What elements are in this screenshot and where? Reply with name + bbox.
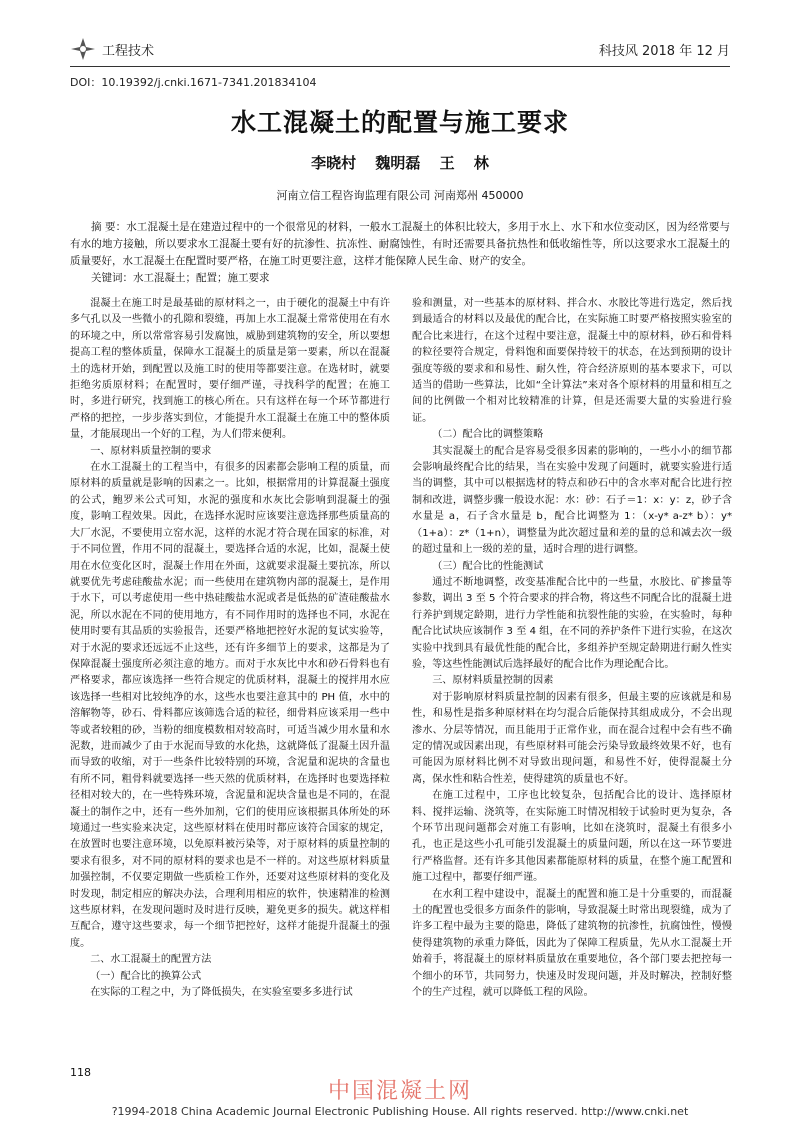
section-heading: （二）配合比的调整策略: [432, 429, 544, 441]
paragraph: 在施工过程中，工序也比较复杂，包括配合比的设计、选择原材料、搅拌运输、浇筑等，在实际施工时情况相较于试验时更为复杂，各个环节出现问题都会对施工有影响，比如在浇筑时，混凝土有很多小孔，也正是这些小孔可能引发混凝土的质量问题，所以在这一环节要进行严格监督。还有许多其他因素都能原材料的质量，在整个施工配置和施工过程中，都要仔细严谨。: [412, 790, 732, 884]
affiliation: 河南立信工程咨询监理有限公司 河南郑州 450000: [276, 189, 524, 202]
page-header: [70, 40, 730, 62]
section-heading: 二、水工混凝土的配置方法: [90, 954, 212, 966]
left-column: [70, 296, 390, 1096]
paragraph: 在实际的工程之中，为了降低损失，在实验室要多多进行试: [90, 987, 353, 999]
journal-issue: 科技风 2018 年 12 月: [598, 44, 730, 59]
doi: DOI：10.19392/j.cnki.1671-7341.201834104: [70, 76, 317, 89]
section-heading: （一）配合比的换算公式: [90, 970, 202, 982]
keywords: 关键词：水工混凝土；配置；施工要求: [91, 272, 270, 284]
authors: 李晓村 魏明磊 王 林: [311, 154, 489, 172]
paragraph: 在水工混凝土的工程当中，有很多的因素都会影响工程的质量，而原材料的质量就是影响的因素之一。比如，根据常用的计算混凝土强度的公式，鲍罗米公式可知，水泥的强度和水灰比会影响到混凝土的强度，影响工程效果。因此，在选择水泥时应该要注意选择那些质量高的大厂水泥，不要使用立窑水泥，这样的水泥才符合现在国家的标准，对于不同位置，作用不同的混凝土，要选择合适的水泥，比如，混凝土使用在水位变化区时，混凝土作用在外面，这就要求混凝土要抗冻，所以就要优先考虑硅酸盐水泥；而一些使用在建筑物内部的混凝土，是作用于水下，可以考虑使用一些中热硅酸盐水泥或者是低热的矿渣硅酸盐水泥，所以水泥在不同的使用地方，有不同作用时的选择也不同，水泥在使用时要有其品质的实验报告，还要严格地把控好水泥的复试实验等，对于水泥的要求还远远不止这些，还有许多细节上的要求，这都是为了保障混凝土强度所必须注意的地方。而对于水灰比中水和砂石骨料也有严格要求，都应该选择一些符合规定的优质材料，混凝土的搅拌用水应该选择一些相对比较纯净的水，这些水也要注意其中的 PH 值，水中的溶解物等，砂石、骨料都应该筛选合适的粒径，细骨料应该采用一些中等或者较粗的砂，当粉的细度模数相对较高时，可适当减少用水量和水泥数，进而减少了由于水泥而导致的水化热，这就降低了混凝土因升温而导致的收缩，对于一些条件比较特别的环境，含泥量和泥块的含量也有所不同，粗骨料就要选择一些天然的优质材料，在选择时也要选择粒径相对较大的，在一些特殊环境，含泥量和泥块含量也是不同的，在混凝土的制作之中，还有一些外加剂，它们的使用应该根据具体所处的环境通过一些实验来决定，这些原材料在使用时都应该符合国家的规定，在放置时也要注意环境，以免原料被污染等，对于原材料的质量控制的要求有很多，对不同的原材料的要求也是不一样的。对这些原材料质量加强控制，不仅要定期做一些质检工作外，还要对这些原材料的变化及时发现，制定相应的解决办法，合理利用相应的软件，快速精准的检测这些原材料，在发现问题时及时进行反映，避免更多的损失。就这样相互配合，遵守这些要求，每一个细节把控好，这样才能提升混凝土的强度。: [70, 462, 390, 949]
paragraph: 在水利工程中建设中，混凝土的配置和施工是十分重要的，而混凝土的配置也受很多方面条件的影响，导致混凝土时常出现裂缝，成为了许多工程中最为主要的隐患，降低了建筑物的抗渗性，抗腐蚀性，慢慢使得建筑物的承重力降低，因此为了保障工程质量，先从水工混凝土开始着手，将混凝土的原材料质量放在重要地位，各个部门要去把控每一个细小的环节，共同努力，快速及时发现问题，并及时解决，控制好整个的生产过程，就可以降低工程的风险。: [412, 888, 732, 999]
paragraph: 通过不断地调整，改变基准配合比中的一些量，水胶比、矿掺量等参数，调出 3 至 5 个符合要求的拌合物，将这些不同配合比的混凝土进行养护到规定龄期，进行力学性能和抗裂性能的实验，在实验时，每种配合比试块应该制作 3 至 4 组，在不同的养护条件下进行实验，在这次实验中找到具有最优性能的配合比，多组养护至规定龄期进行耐久性实验，等这些性能测试后选择最好的配合比作为理论配合比。: [412, 576, 732, 670]
section-heading: 三、原材料质量控制的因素: [432, 675, 554, 687]
section-heading: （三）配合比的性能测试: [432, 560, 544, 572]
article-title: 水工混凝土的配置与施工要求: [230, 108, 569, 137]
right-column: [412, 296, 732, 1096]
page-number: 118: [70, 1066, 91, 1079]
section-label: 工程技术: [102, 44, 155, 59]
paragraph: 验和测量，对一些基本的原材料、拌合水、水胶比等进行选定，然后找到最适合的材料以及最优的配合比，在实际施工时要严格按照实验室的配合比来进行，在这个过程中要注意，混凝土中的原材料，砂石和骨料的粒径要符合规定，骨料饱和面要保持较干的状态，在达到预期的设计强度等级的要求和和易性、耐久性，符合经济原则的基本要求下，可以适当的借助一些算法，比如“全计算法”来对各个原材料的用量和相互之间的比例做一个相对比较精准的计算，但是还需要大量的实验进行验证。: [412, 298, 732, 424]
copyright: ?1994-2018 China Academic Journal Electronic Publishing House. All rights reserved. http://www.cnki.net: [111, 1105, 689, 1118]
watermark: 中国混凝土网: [327, 1079, 472, 1104]
paragraph: 混凝土在施工时是最基础的原材料之一，由于硬化的混凝土中有许多气孔以及一些微小的孔隙和裂缝，再加上水工混凝土常常使用在有水的环境之中，所以常常容易引发腐蚀，威胁到建筑物的安全，所以要想提高工程的整体质量，保障水工混凝土的质量是第一要素，所以在混凝土的选材开始，到配置以及施工时的使用等都要注意。在选材时，就要拒绝劣质原材料；在配置时，要仔细严谨，寻找科学的配置；在施工时，多进行研究，找到施工的核心所在。只有这样在每一个环节都进行严格的把控，一步步落实到位，才能提升水工混凝土在施工中的整体质量，才能展现出一个好的工程，为人们带来便利。: [70, 298, 390, 441]
header-rule: [70, 66, 730, 67]
abstract: 摘 要：水工混凝土是在建造过程中的一个很常见的材料，一般水工混凝土的体积比较大，多用于水上、水下和水位变动区，因为经常要与有水的地方接触，所以要求水工混凝土要有好的抗渗性、抗冻性、耐腐蚀性，有时还需要具备抗热性和低收缩性等，所以这要求水工混凝土的质量要好，水工混凝土在配置时要严格，在施工时更要注意，这样才能保障人民生命、财产的安全。: [70, 221, 730, 267]
section-heading: 一、原材料质量控制的要求: [90, 445, 212, 457]
paragraph: 其实混凝土的配合是容易受很多因素的影响的，一些小小的细节都会影响最终配合比的结果，当在实验中发现了问题时，就要实验进行适当的调整，其中可以根据选材的特点和砂石中的含水率对配合比进行控制和改进，调整步骤一般设水泥：水：砂：石子＝1：x：y：z，砂子含水量是 a，石子含水量是 b，配合比调整为 1：（x-y* a-z* b）：y*（1+a）：z*（1+n），调整量为此次超过量和差的量的总和减去次一级的超过量和上一级的差的量，适时合理的进行调整。: [412, 445, 732, 556]
paragraph: 对于影响原材料质量控制的因素有很多，但最主要的应该就是和易性，和易性是指多种原材料在均匀混合后能保持其组成成分，不会出现渗水、分层等情况，而且能用于正常作业，而在混合过程中会有些不确定的情况或因素出现，有些原材料可能会污染导致最终效果不好，也有可能因为原材料比例不对导致出现问题，和易性不好，使得混凝土分离，保水性和粘合性差，使得建筑的质量也不好。: [412, 691, 732, 785]
journal-logo-icon: [70, 36, 96, 62]
